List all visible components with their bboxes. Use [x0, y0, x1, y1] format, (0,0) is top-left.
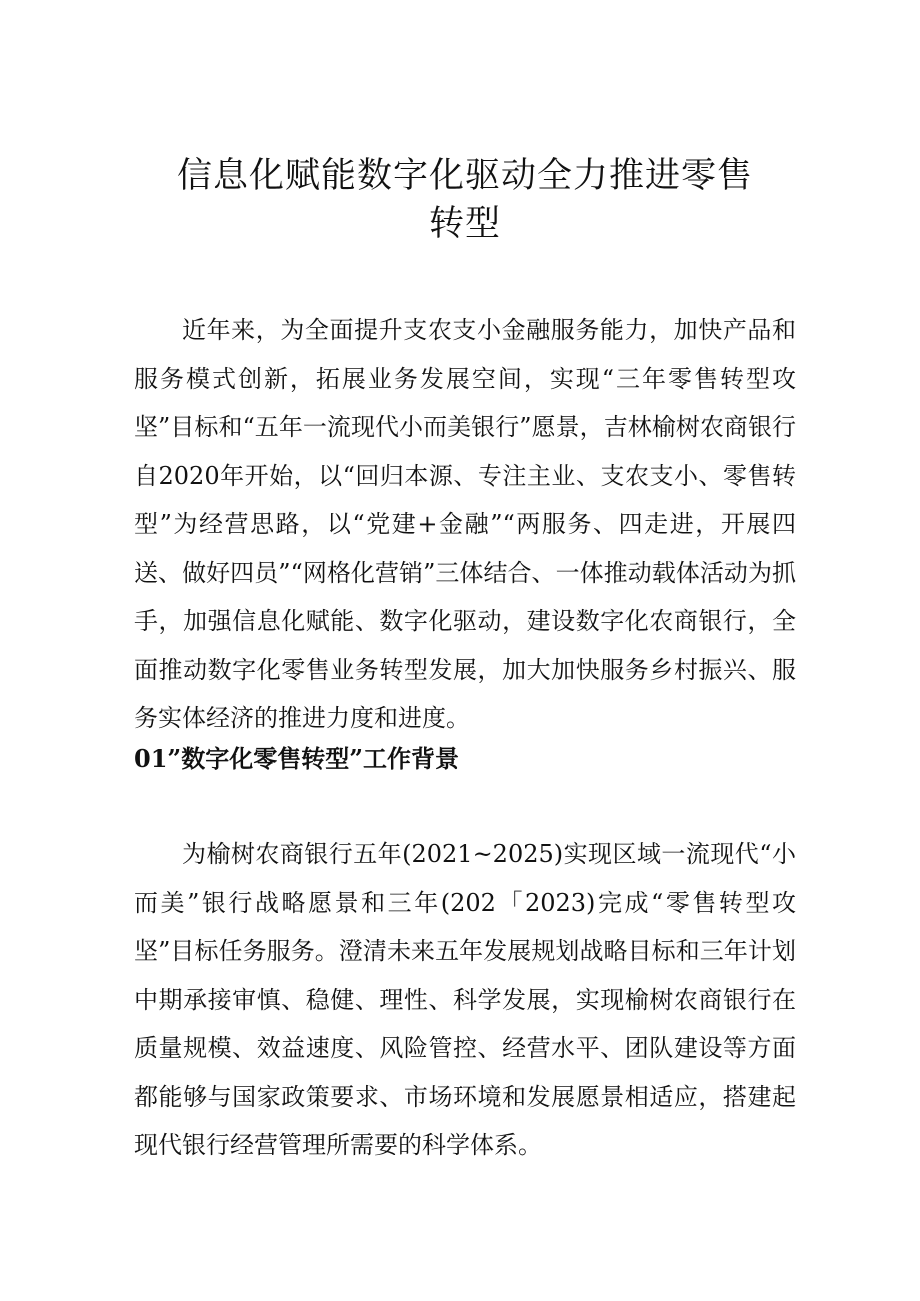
- background-paragraph: 为榆树农商银行五年(2021~2025)实现区域一流现代“小而美”银行战略愿景和三年(202「2023)完成“零售转型攻坚”目标任务服务。澄清未来五年发展规划战略目标和三年计划中期承接审慎、稳健、理性、科学发展，实现榆树农商银行在质量规模、效益速度、风险管控、经营水平、团队建设等方面都能够与国家政策要求、市场环境和发展愿景相适应，搭建起现代银行经营管理所需要的科学体系。: [134, 840, 796, 1159]
- section-heading-background: 01”数字化零售转型”工作背景: [134, 744, 460, 773]
- document-title: 信息化赋能数字化驱动全力推进零售转型: [176, 156, 753, 244]
- intro-paragraph: 近年来，为全面提升支农支小金融服务能力，加快产品和服务模式创新，拓展业务发展空间，实现“三年零售转型攻坚”目标和“五年一流现代小而美银行”愿景，吉林榆树农商银行自2020年开始，以“回归本源、专注主业、支农支小、零售转型”为经营思路，以“党建+金融”“两服务、四走进，开展四送、做好四员”“网格化营销”三体结合、一体推动载体活动为抓手，加强信息化赋能、数字化驱动，建设数字化农商银行，全面推动数字化零售业务转型发展，加大加快服务乡村振兴、服务实体经济的推进力度和进度。: [134, 316, 796, 732]
